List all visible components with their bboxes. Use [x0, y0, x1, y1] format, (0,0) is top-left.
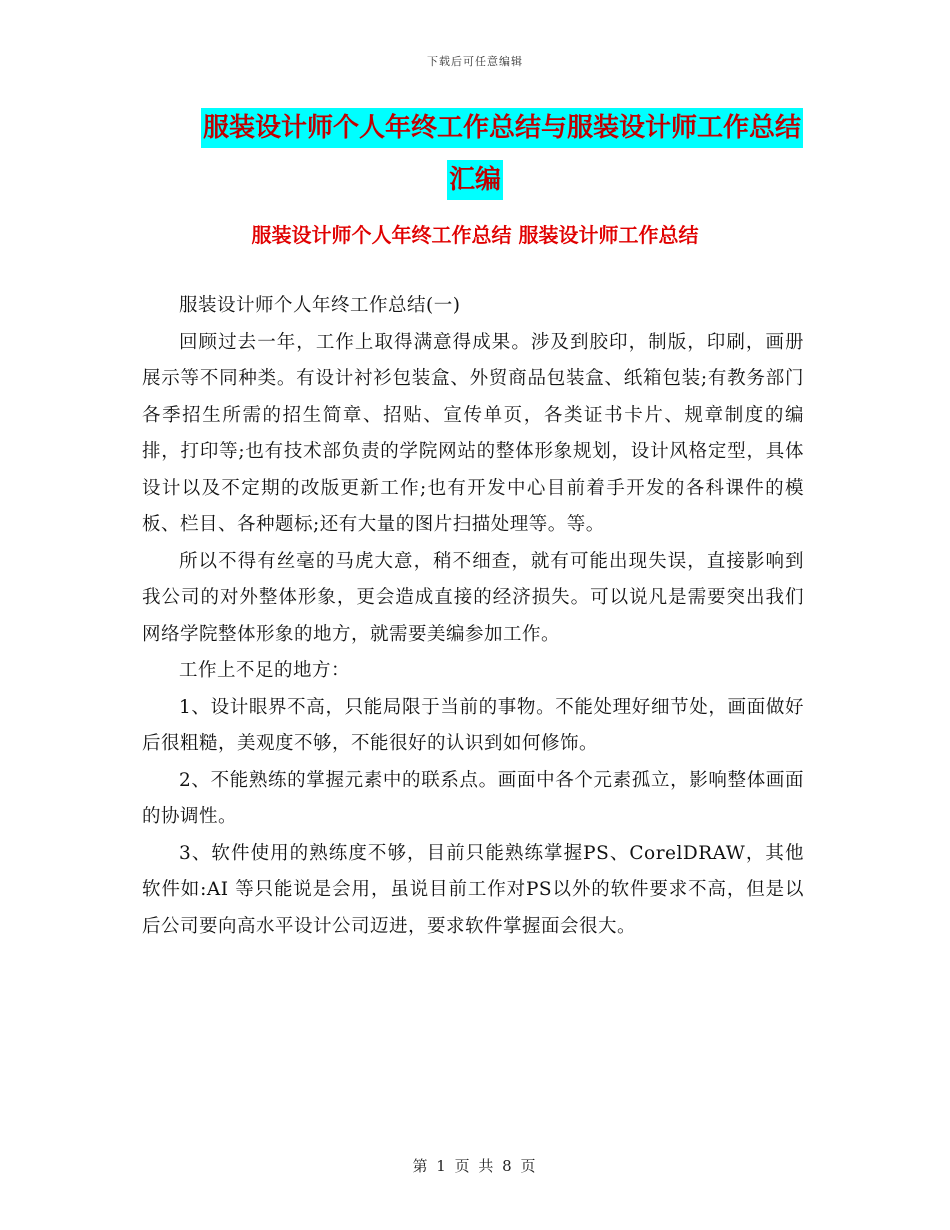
document-title — [140, 108, 810, 200]
list-item-1: 1、设计眼界不高，只能局限于当前的事物。不能处理好细节处，画面做好后很粗糙，美观度不够，不能很好的认识到如何修饰。 — [142, 696, 804, 754]
section-heading: 服装设计师个人年终工作总结(一) — [179, 295, 461, 316]
document-body — [142, 288, 804, 945]
list-item-2: 2、不能熟练的掌握元素中的联系点。画面中各个元素孤立，影响整体画面的协调性。 — [142, 769, 804, 827]
title-line-1: 服装设计师个人年终工作总结与服装设计师工作总结 — [201, 108, 803, 148]
page-header-note: 下载后可任意编辑 — [427, 55, 523, 68]
paragraph-shortcomings-heading: 工作上不足的地方： — [179, 660, 351, 681]
page-number: 第 1 页 共 8 页 — [412, 1157, 538, 1175]
list-item-3: 3、软件使用的熟练度不够，目前只能熟练掌握PS、CorelDRAW，其他软件如:AI 等只能说是会用，虽说目前工作对PS以外的软件要求不高，但是以后公司要向高水平设计公司迈进，要求软件掌握面会很大。 — [142, 842, 804, 937]
paragraph-review: 回顾过去一年，工作上取得满意得成果。涉及到胶印，制版，印刷，画册展示等不同种类。有设计衬衫包装盒、外贸商品包装盒、纸箱包装;有教务部门各季招生所需的招生简章、招贴、宣传单页，各类证书卡片、规章制度的编排，打印等;也有技术部负责的学院网站的整体形象规划，设计风格定型，具体设计以及不定期的改版更新工作;也有开发中心目前着手开发的各科课件的模板、栏目、各种题标;还有大量的图片扫描处理等。等。 — [142, 331, 804, 535]
title-line-2: 汇编 — [447, 160, 503, 200]
paragraph-caution: 所以不得有丝毫的马虎大意，稍不细查，就有可能出现失误，直接影响到我公司的对外整体形象，更会造成直接的经济损失。可以说凡是需要突出我们网络学院整体形象的地方，就需要美编参加工作。 — [142, 550, 804, 645]
document-subtitle: 服装设计师个人年终工作总结 服装设计师工作总结 — [251, 223, 699, 247]
